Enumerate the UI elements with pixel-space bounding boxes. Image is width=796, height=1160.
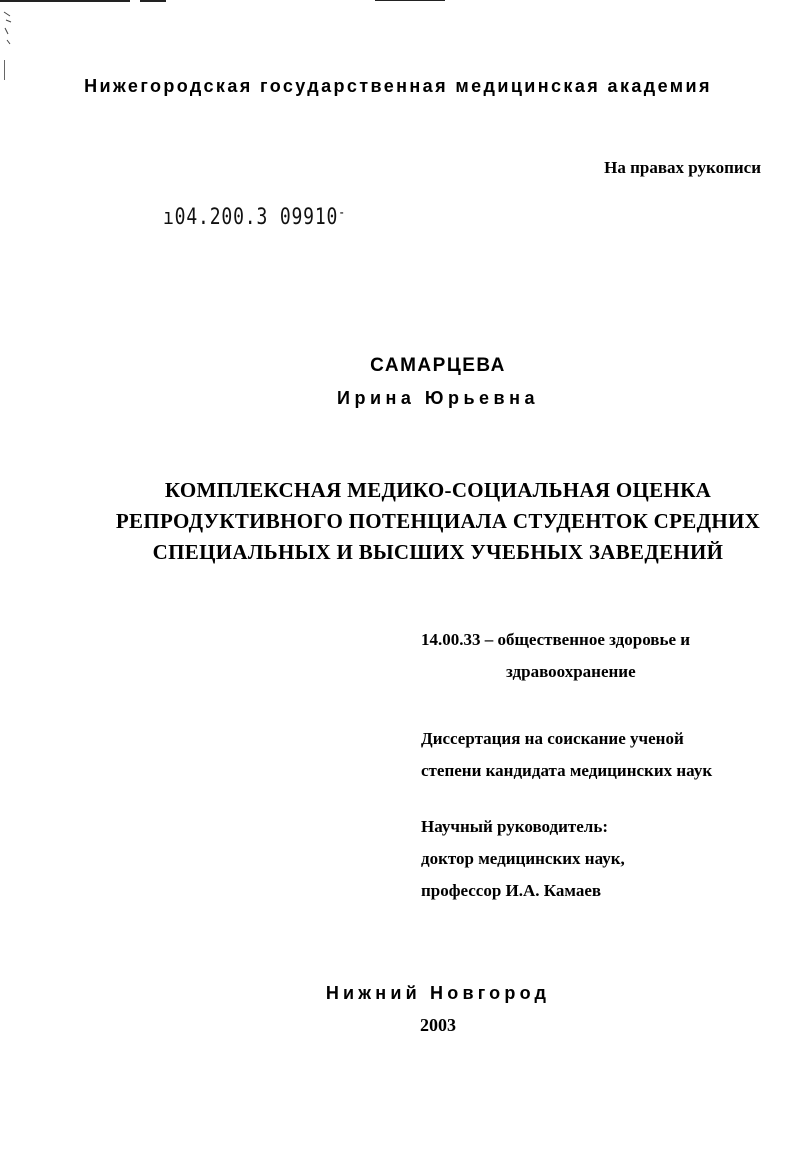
specialty-code-line: 14.00.33 – общественное здоровье и xyxy=(421,630,691,649)
dissertation-note-line: степени кандидата медицинских наук xyxy=(421,761,713,780)
stamp-code-prefix: ı xyxy=(163,205,175,230)
scan-artifact-line xyxy=(375,0,445,1)
scan-artifact-line xyxy=(0,0,130,2)
thesis-title-line: СПЕЦИАЛЬНЫХ И ВЫСШИХ УЧЕБНЫХ ЗАВЕДЕНИЙ xyxy=(152,540,724,564)
supervisor-block xyxy=(421,811,625,907)
specialty-block xyxy=(421,624,690,688)
author-given-names: Ирина Юрьевна xyxy=(337,388,539,408)
supervisor-degree: доктор медицинских наук, xyxy=(421,849,625,868)
specialty-name-line: здравоохранение xyxy=(506,662,636,681)
stamp-code-suffix: - xyxy=(338,205,346,221)
publication-city: Нижний Новгород xyxy=(325,983,551,1003)
thesis-title xyxy=(0,475,796,568)
manuscript-rights-note: На правах рукописи xyxy=(604,158,761,177)
library-stamp-code xyxy=(163,205,346,230)
supervisor-label: Научный руководитель: xyxy=(421,817,608,836)
thesis-title-line: КОМПЛЕКСНАЯ МЕДИКО-СОЦИАЛЬНАЯ ОЦЕНКА xyxy=(164,478,712,502)
stamp-code-value: 04.200.3 09910 xyxy=(174,205,339,230)
scan-artifact-mark xyxy=(2,6,14,46)
supervisor-name: профессор И.А. Камаев xyxy=(421,881,602,900)
institution-name: Нижегородская государственная медицинская академия xyxy=(84,76,712,96)
publication-year: 2003 xyxy=(420,1015,456,1035)
dissertation-note xyxy=(421,723,712,787)
author-surname: САМАРЦЕВА xyxy=(370,355,506,376)
thesis-title-line: РЕПРОДУКТИВНОГО ПОТЕНЦИАЛА СТУДЕНТОК СРЕДНИХ xyxy=(115,509,761,533)
dissertation-note-line: Диссертация на соискание ученой xyxy=(421,729,684,748)
scan-artifact-line xyxy=(140,0,166,2)
